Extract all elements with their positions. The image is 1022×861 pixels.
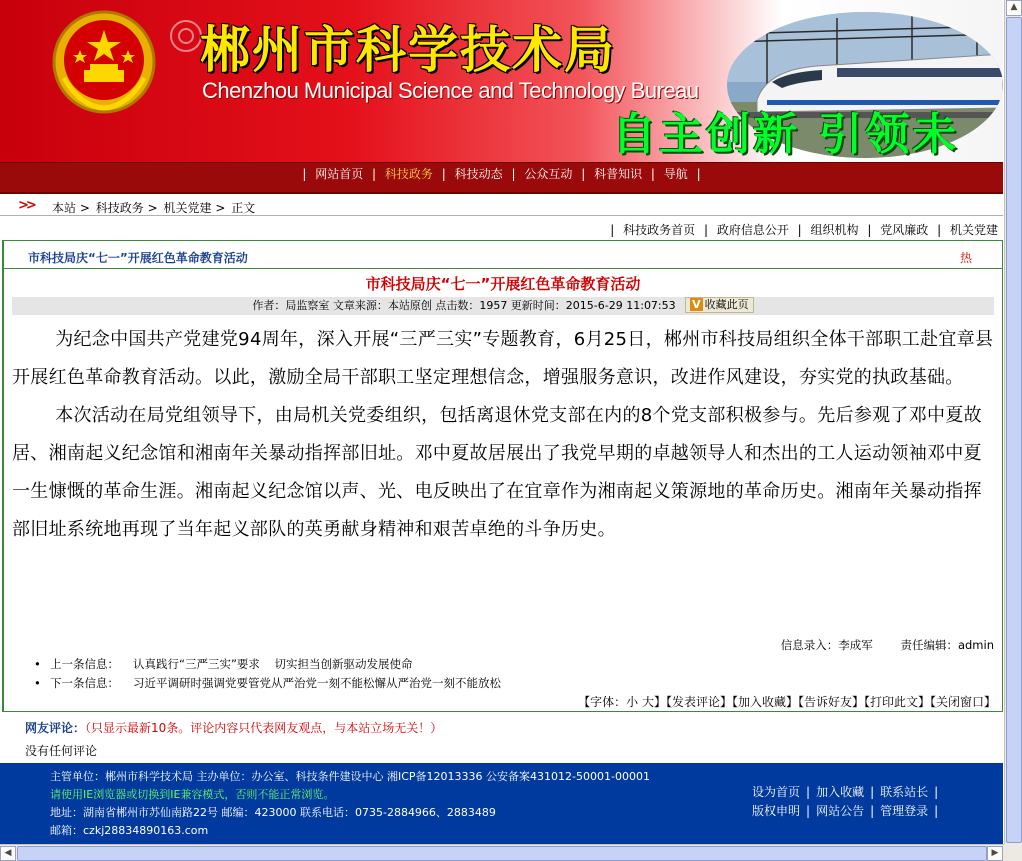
- scroll-right-arrow-icon[interactable]: ▶: [987, 846, 1003, 861]
- scrollbar-corner: [1004, 844, 1022, 861]
- footer-links: 设为首页 | 加入收藏 | 联系站长 | 版权申明 | 网站公告 | 管理登录 |: [752, 785, 939, 818]
- nav-item-interaction[interactable]: 公众互动: [524, 167, 573, 181]
- site-slogan: 自主创新 引领未: [612, 109, 960, 160]
- sub-nav: [610, 221, 1003, 238]
- editor: 责任编辑：admin: [900, 638, 994, 652]
- comments-header: [25, 719, 442, 736]
- horizontal-scroll-thumb[interactable]: [17, 846, 987, 861]
- nav-item-home[interactable]: 网站首页: [315, 167, 364, 181]
- nav-item-science[interactable]: 科普知识: [594, 167, 643, 181]
- article-paragraph: 为纪念中国共产党建党94周年，深入开展“三严三实”专题教育，6月25日，郴州市科技局组织全体干部职工赴宜章县开展红色革命教育活动。以此，激励全局干部职工坚定理想信念，增强服务意识，改进作风建设，夯实党的执政基础。: [12, 329, 994, 388]
- vertical-scroll-thumb[interactable]: [1006, 17, 1022, 843]
- scroll-up-arrow-icon[interactable]: ▲: [1006, 0, 1022, 16]
- footer-link-homepage[interactable]: 设为首页: [752, 785, 801, 799]
- nav-item-news[interactable]: 科技动态: [454, 167, 503, 181]
- prev-link[interactable]: 认真践行“三严三实”要求: [133, 657, 260, 671]
- subnav-item-public-info[interactable]: 政府信息公开: [716, 223, 789, 237]
- breadcrumb-separator: >: [215, 201, 226, 215]
- decor-ring: [178, 28, 194, 44]
- nav-separator: |: [696, 167, 701, 181]
- article-title: 市科技局庆“七一”开展红色革命教育活动: [365, 275, 641, 293]
- comments-empty: 没有任何评论: [25, 744, 98, 758]
- national-emblem-icon: [50, 8, 158, 116]
- horizontal-scrollbar[interactable]: [0, 844, 1004, 861]
- footer-link-bookmark[interactable]: 加入收藏: [816, 785, 865, 799]
- subnav-item-home[interactable]: 科技政务首页: [623, 223, 696, 237]
- breadcrumb-separator: >: [147, 201, 158, 215]
- subnav-separator: |: [610, 223, 615, 237]
- favorite-label: 收藏此页: [704, 298, 749, 311]
- breadcrumb-marker-icon: >>: [18, 198, 34, 213]
- subnav-separator: |: [867, 223, 872, 237]
- site-title-cn: 郴州市科学技术局: [200, 21, 616, 79]
- prev-link[interactable]: 切实担当创新驱动发展使命: [274, 657, 413, 671]
- article-header-bar: [4, 241, 1002, 269]
- site-title-en: Chenzhou Municipal Science and Technology Bureau: [202, 78, 699, 103]
- bullet-icon: •: [34, 657, 41, 671]
- prev-next-links: [34, 655, 501, 693]
- main-nav: [0, 162, 1003, 194]
- article-panel: [2, 240, 1003, 712]
- nav-separator: |: [372, 167, 377, 181]
- site-banner: [0, 0, 1003, 162]
- footer-line: 地址：湖南省郴州市苏仙南路22号 邮编：423000 联系电话：0735-2884966、2883489: [50, 806, 496, 819]
- article-meta-text: 作者：局监察室 文章来源：本站原创 点击数：1957 更新时间：2015-6-29 11:07:53: [252, 299, 676, 312]
- article-tools[interactable]: 【字体：小 大】【发表评论】【加入收藏】【告诉好友】【打印此文】【关闭窗口】: [578, 695, 996, 709]
- article-meta: [12, 297, 994, 315]
- comments-section: [0, 714, 1003, 762]
- breadcrumb-gov-affairs[interactable]: 科技政务: [95, 201, 144, 215]
- nav-separator: |: [441, 167, 446, 181]
- footer-link-contact[interactable]: 联系站长: [880, 785, 929, 799]
- scroll-left-arrow-icon[interactable]: ◀: [0, 846, 16, 861]
- nav-separator: |: [302, 167, 307, 181]
- subnav-separator: |: [937, 223, 942, 237]
- article-paragraph: 本次活动在局党组领导下，由局机关党委组织，包括离退休党支部在内的8个党支部积极参与。先后参观了邓中夏故居、湘南起义纪念馆和湘南年关暴动指挥部旧址。邓中夏故居展出了我党早期的卓越领导人和杰出的工人运动领袖邓中夏一生慷慨的革命生涯。湘南起义纪念馆以声、光、电反映出了在宜章作为湘南起义策源地的革命历史。湘南年关暴动指挥部旧址系统地再现了当年起义部队的英勇献身精神和艰苦卓绝的斗争历史。: [12, 405, 982, 540]
- footer-line: 邮箱：czkj28834890163.com: [50, 824, 209, 837]
- hot-badge: 热: [959, 251, 972, 265]
- comments-note: （只显示最新10条。评论内容只代表网友观点，与本站立场无关！）: [85, 721, 443, 735]
- breadcrumb-party[interactable]: 机关党建: [163, 201, 212, 215]
- subnav-separator: |: [703, 223, 708, 237]
- article-credits: [757, 637, 994, 653]
- favorite-icon: V: [692, 298, 701, 311]
- footer-link-copyright[interactable]: 版权申明: [752, 804, 801, 818]
- site-footer: [0, 763, 1003, 844]
- footer-line: 主管单位：郴州市科学技术局 主办单位：办公室、科技条件建设中心 湘ICP备12013336 公安备案431012-50001-00001: [50, 770, 650, 783]
- nav-separator: |: [511, 167, 516, 181]
- prev-item: [34, 655, 501, 674]
- nav-item-gov-affairs[interactable]: 科技政务: [384, 167, 433, 181]
- comments-title: 网友评论：: [25, 721, 86, 735]
- favorite-button[interactable]: [685, 297, 754, 313]
- bullet-icon: •: [34, 676, 41, 690]
- next-label: 下一条信息：: [50, 676, 119, 690]
- footer-link-admin[interactable]: 管理登录: [880, 804, 929, 818]
- breadcrumb-home[interactable]: 本站: [52, 201, 77, 215]
- article-header-title: 市科技局庆“七一”开展红色革命教育活动: [28, 251, 248, 265]
- subnav-item-organization[interactable]: 组织机构: [810, 223, 859, 237]
- next-item: [34, 674, 501, 693]
- subnav-item-party[interactable]: 机关党建: [949, 223, 998, 237]
- entry-by: 信息录入：李成军: [780, 638, 873, 652]
- nav-separator: |: [581, 167, 586, 181]
- breadcrumb-separator: >: [79, 201, 90, 215]
- subnav-item-integrity[interactable]: 党风廉政: [880, 223, 929, 237]
- nav-item-guide[interactable]: 导航: [663, 167, 688, 181]
- prev-label: 上一条信息：: [50, 657, 119, 671]
- breadcrumb: [0, 196, 1003, 216]
- nav-separator: |: [650, 167, 655, 181]
- next-link[interactable]: 习近平调研时强调党要管党从严治党一刻不能松懈从严治党一刻不能放松: [133, 676, 501, 690]
- footer-warning: 请使用IE浏览器或切换到IE兼容模式，否则不能正常浏览。: [50, 788, 335, 801]
- footer-info: [50, 768, 650, 840]
- breadcrumb-current: 正文: [231, 201, 256, 215]
- vertical-scrollbar[interactable]: [1004, 0, 1022, 844]
- subnav-separator: |: [797, 223, 802, 237]
- footer-link-notice[interactable]: 网站公告: [816, 804, 865, 818]
- article-body: [4, 315, 1002, 549]
